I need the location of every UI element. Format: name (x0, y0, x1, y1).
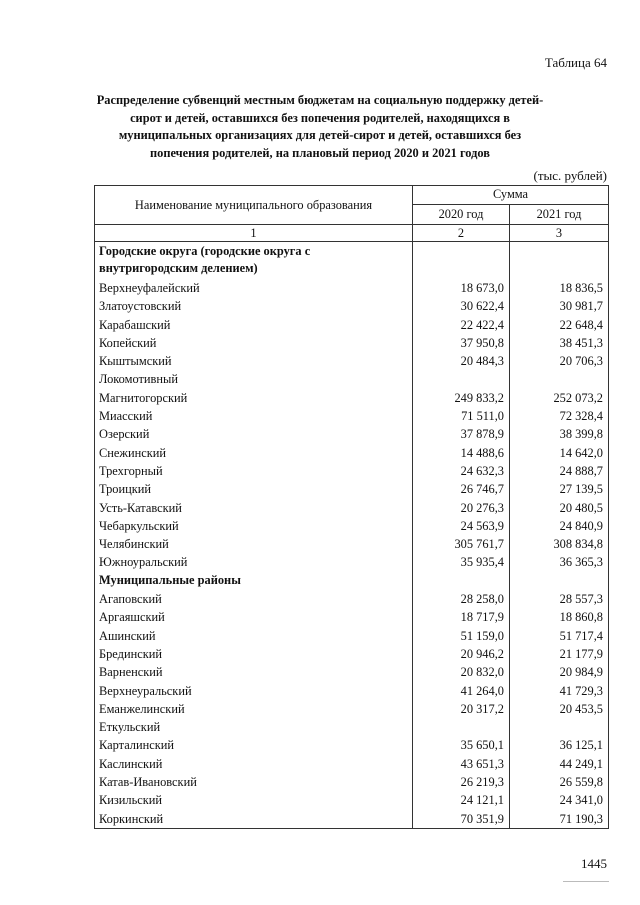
value-2021: 18 836,5 (510, 279, 609, 297)
value-2020: 24 632,3 (413, 462, 510, 480)
value-2021: 252 073,2 (510, 389, 609, 407)
municipality-name: Челябинский (95, 535, 413, 553)
header-index-3: 3 (510, 225, 609, 242)
value-2021: 41 729,3 (510, 682, 609, 700)
table-body (95, 242, 609, 829)
value-2021: 30 981,7 (510, 297, 609, 315)
page-number: 1445 (581, 856, 607, 871)
municipality-name: Миасский (95, 407, 413, 425)
municipality-name: Копейский (95, 334, 413, 352)
municipality-name: Кизильский (95, 791, 413, 809)
value-2021: 20 984,9 (510, 663, 609, 681)
table-row (95, 791, 609, 809)
value-2021: 28 557,3 (510, 590, 609, 608)
subvention-table (94, 185, 609, 829)
municipality-name: Магнитогорский (95, 389, 413, 407)
table-row (95, 297, 609, 315)
header-sum: Сумма (413, 186, 609, 205)
municipality-name: Троицкий (95, 480, 413, 498)
value-2021: 20 480,5 (510, 499, 609, 517)
value-2020: 30 622,4 (413, 297, 510, 315)
municipality-name: Трехгорный (95, 462, 413, 480)
municipality-name: Катав-Ивановский (95, 773, 413, 791)
table-row (95, 370, 609, 388)
value-2021: 26 559,8 (510, 773, 609, 791)
value-2020: 20 276,3 (413, 499, 510, 517)
value-2021: 22 648,4 (510, 316, 609, 334)
value-2020: 20 317,2 (413, 700, 510, 718)
value-2021: 71 190,3 (510, 810, 609, 829)
value-2020 (413, 370, 510, 388)
value-2021: 24 341,0 (510, 791, 609, 809)
header-year-2020: 2020 год (413, 204, 510, 224)
value-2021: 20 453,5 (510, 700, 609, 718)
table-row (95, 718, 609, 736)
municipality-name: Златоустовский (95, 297, 413, 315)
municipality-name: Карталинский (95, 736, 413, 754)
table-row (95, 535, 609, 553)
table-row (95, 279, 609, 297)
value-2020: 24 121,1 (413, 791, 510, 809)
table-number: Таблица 64 (544, 55, 607, 70)
municipality-name: Карабашский (95, 316, 413, 334)
table-row (95, 352, 609, 370)
value-2020: 70 351,9 (413, 810, 510, 829)
value-2021: 72 328,4 (510, 407, 609, 425)
value-2020: 37 950,8 (413, 334, 510, 352)
municipality-name: Аргаяшский (95, 608, 413, 626)
value-2020: 26 746,7 (413, 480, 510, 498)
table-row (95, 663, 609, 681)
table-row (95, 590, 609, 608)
table-row (95, 700, 609, 718)
table-row (95, 736, 609, 754)
value-2020: 18 717,9 (413, 608, 510, 626)
value-2020: 305 761,7 (413, 535, 510, 553)
header-year-2021: 2021 год (510, 204, 609, 224)
value-2021 (510, 572, 609, 590)
value-2020: 43 651,3 (413, 755, 510, 773)
value-2021: 38 451,3 (510, 334, 609, 352)
value-2021: 18 860,8 (510, 608, 609, 626)
table-row (95, 425, 609, 443)
value-2021: 308 834,8 (510, 535, 609, 553)
value-2020: 41 264,0 (413, 682, 510, 700)
section-row (95, 572, 609, 590)
value-2020: 28 258,0 (413, 590, 510, 608)
value-2020: 71 511,0 (413, 407, 510, 425)
table-row (95, 444, 609, 462)
municipality-name: Озерский (95, 425, 413, 443)
value-2021 (510, 370, 609, 388)
value-2020: 51 159,0 (413, 627, 510, 645)
value-2021: 27 139,5 (510, 480, 609, 498)
section-row (95, 242, 609, 280)
municipality-name: Еманжелинский (95, 700, 413, 718)
table-row (95, 316, 609, 334)
value-2021: 44 249,1 (510, 755, 609, 773)
table-row (95, 480, 609, 498)
table-row (95, 645, 609, 663)
document-title: Распределение субвенций местным бюджетам на социальную поддержку детей-сирот и детей, оставшихся без попечения родителей, находящихся в муниципальных организациях для детей-сирот и детей, оставшихся без попечения родителей, на плановый период 2020 и 2021 годов (96, 93, 544, 160)
value-2020 (413, 572, 510, 590)
municipality-name: Локомотивный (95, 370, 413, 388)
table-row (95, 389, 609, 407)
municipality-name: Городские округа (городские округа с внутригородским делением) (95, 242, 413, 280)
table-row (95, 755, 609, 773)
value-2020 (413, 718, 510, 736)
municipality-name: Муниципальные районы (95, 572, 413, 590)
municipality-name: Брединский (95, 645, 413, 663)
value-2021: 51 717,4 (510, 627, 609, 645)
value-2020: 37 878,9 (413, 425, 510, 443)
value-2020: 14 488,6 (413, 444, 510, 462)
municipality-name: Варненский (95, 663, 413, 681)
municipality-name: Чебаркульский (95, 517, 413, 535)
value-2021: 36 365,3 (510, 553, 609, 571)
table-row (95, 462, 609, 480)
table-row (95, 553, 609, 571)
municipality-name: Агаповский (95, 590, 413, 608)
value-2021: 24 888,7 (510, 462, 609, 480)
municipality-name: Снежинский (95, 444, 413, 462)
municipality-name: Южноуральский (95, 553, 413, 571)
value-2020: 18 673,0 (413, 279, 510, 297)
value-2020: 35 650,1 (413, 736, 510, 754)
municipality-name: Каслинский (95, 755, 413, 773)
value-2020: 20 832,0 (413, 663, 510, 681)
header-index-2: 2 (413, 225, 510, 242)
table-row (95, 608, 609, 626)
footer-rule (563, 881, 609, 882)
table-row (95, 334, 609, 352)
value-2021: 21 177,9 (510, 645, 609, 663)
header-name: Наименование муниципального образования (95, 186, 413, 225)
value-2021: 36 125,1 (510, 736, 609, 754)
table-row (95, 773, 609, 791)
value-2021: 24 840,9 (510, 517, 609, 535)
table-row (95, 517, 609, 535)
value-2020: 35 935,4 (413, 553, 510, 571)
table-row (95, 682, 609, 700)
header-index-1: 1 (95, 225, 413, 242)
value-2020: 249 833,2 (413, 389, 510, 407)
value-2021: 38 399,8 (510, 425, 609, 443)
table-row (95, 499, 609, 517)
municipality-name: Еткульский (95, 718, 413, 736)
value-2020: 20 484,3 (413, 352, 510, 370)
municipality-name: Коркинский (95, 810, 413, 829)
municipality-name: Ашинский (95, 627, 413, 645)
municipality-name: Верхнеуральский (95, 682, 413, 700)
municipality-name: Кыштымский (95, 352, 413, 370)
units-label: (тыс. рублей) (533, 168, 607, 183)
value-2021 (510, 718, 609, 736)
value-2020 (413, 242, 510, 280)
municipality-name: Усть-Катавский (95, 499, 413, 517)
municipality-name: Верхнеуфалейский (95, 279, 413, 297)
value-2020: 24 563,9 (413, 517, 510, 535)
value-2021 (510, 242, 609, 280)
table-row (95, 810, 609, 829)
value-2020: 22 422,4 (413, 316, 510, 334)
value-2020: 26 219,3 (413, 773, 510, 791)
value-2021: 20 706,3 (510, 352, 609, 370)
value-2020: 20 946,2 (413, 645, 510, 663)
table-row (95, 407, 609, 425)
table-row (95, 627, 609, 645)
value-2021: 14 642,0 (510, 444, 609, 462)
